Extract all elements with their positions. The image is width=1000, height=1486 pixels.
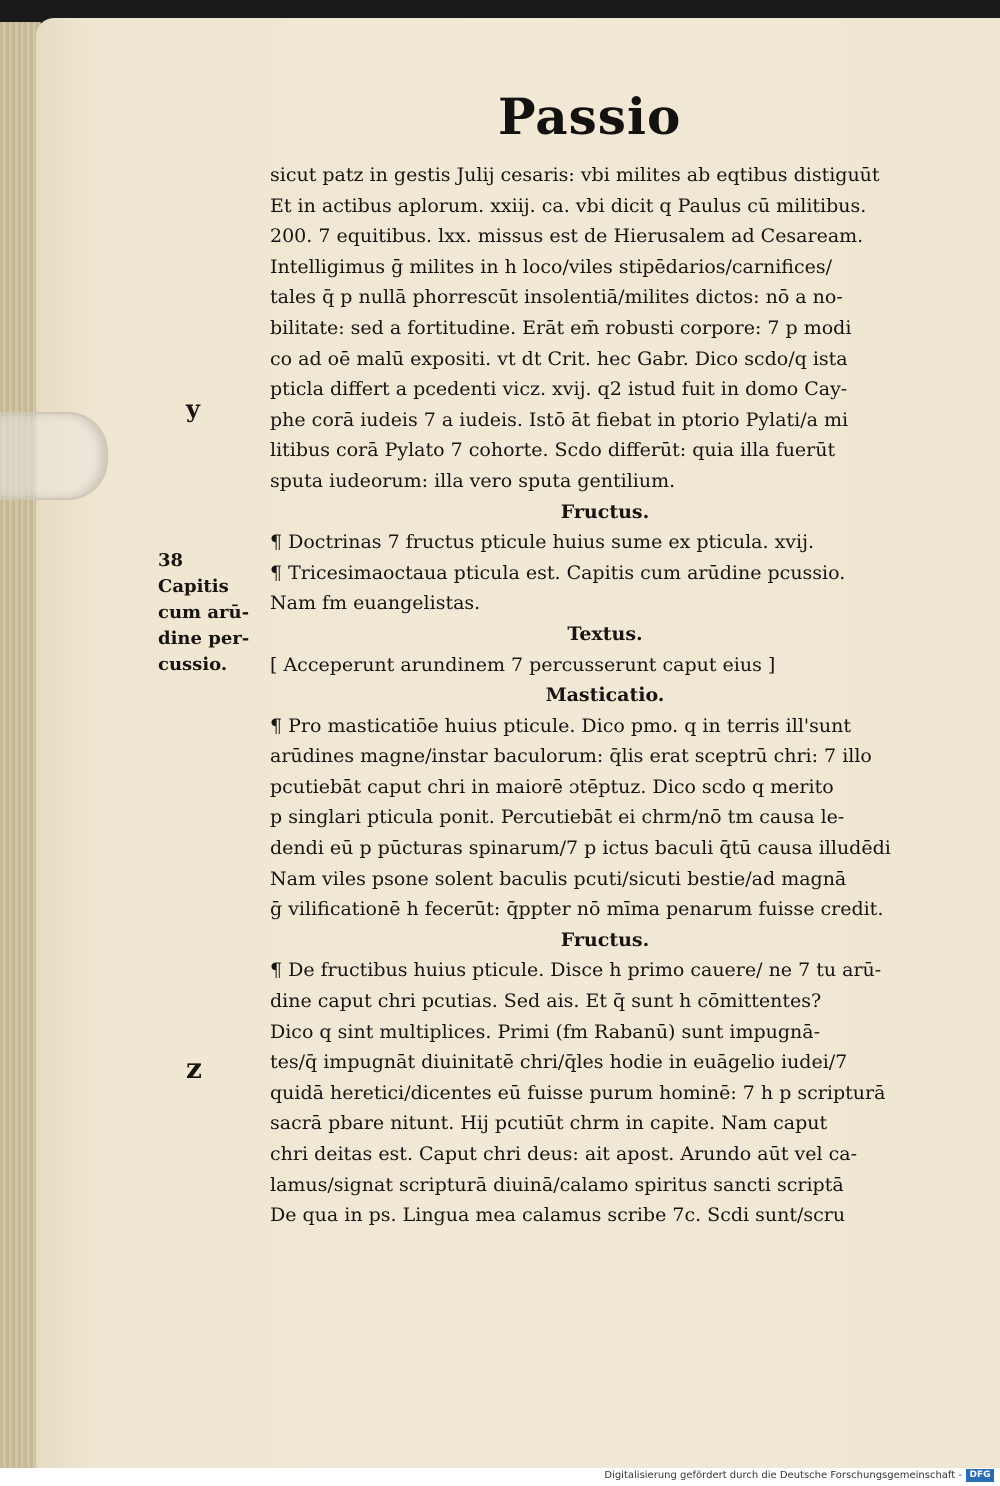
text-line: Nam fm euangelistas.	[270, 592, 481, 615]
text-line: bilitate: sed a fortitudine. Erāt em̄ robusti corpore: 7 p modi	[270, 316, 852, 339]
margin-note-line: 38	[158, 550, 184, 571]
text-line: Et in actibus aplorum. xxiij. ca. vbi dicit q Paulus cū militibus.	[270, 194, 867, 217]
margin-note-line: Capitis	[158, 576, 229, 597]
text-line: co ad oē malū expositi. vt dt Crit. hec Gabr. Dico scdo/q ista	[270, 347, 848, 370]
text-line: De qua in ps. Lingua mea calamus scribe 7c. Scdi sunt/scru	[270, 1204, 846, 1227]
text-line: Dico q sint multiplices. Primi (fm Rabanū) sunt impugnā-	[270, 1020, 821, 1043]
text-line: pticla differt a pcedenti vicz. xvij. q2 istud fuit in domo Cay-	[270, 378, 848, 401]
page-clip	[0, 412, 108, 500]
section-heading-masticatio: Masticatio.	[545, 684, 665, 707]
text-line: dendi eū p pūcturas spinarum/7 p ictus baculi q̄tū causa illudēdi	[270, 837, 891, 860]
text-line: ¶ De fructibus huius pticule. Disce h primo cauere/ ne 7 tu arū-	[270, 959, 882, 982]
text-line: tes/q̄ impugnāt diuinitatē chri/q̄les hodie in euāgelio iudei/7	[270, 1051, 848, 1074]
section-heading-fructus: Fructus.	[560, 928, 650, 951]
text-line: chri deitas est. Caput chri deus: ait apost. Arundo aūt vel ca-	[270, 1143, 857, 1165]
text-line: [ Acceperunt arundinem 7 percusserunt caput eius ]	[270, 653, 776, 676]
page-heading: Passio	[498, 87, 682, 146]
main-text-column	[270, 160, 940, 1231]
section-heading-fructus: Fructus.	[560, 500, 650, 523]
text-line: litibus corā Pylato 7 cohorte. Scdo differūt: quia illa fuerūt	[270, 439, 836, 462]
text-line: sacrā pbare nitunt. Hij pcutiūt chrm in capite. Nam caput	[270, 1112, 828, 1135]
text-line: tales q̄ p nullā phorrescūt insolentiā/milites dictos: nō a no-	[270, 286, 843, 309]
margin-note-line: cum arū-	[158, 602, 250, 623]
footer-credit: Digitalisierung gefördert durch die Deutsche Forschungsgemeinschaft -	[604, 1470, 962, 1481]
text-line: sicut patz in gestis Julij cesaris: vbi milites ab eqtibus distiguūt	[270, 164, 880, 186]
text-line: ḡ vilificationē h fecerūt: q̄ppter nō mīma penarum fuisse credit.	[270, 898, 884, 921]
text-line: pcutiebāt caput chri in maiorē ɔtēptuz. Dico scdo q merito	[270, 775, 834, 798]
margin-note-line: dine per-	[158, 628, 250, 649]
margin-note-line: cussio.	[158, 654, 228, 675]
section-heading-textus: Textus.	[567, 622, 643, 645]
text-line: p singlari pticula ponit. Percutiebāt ei chrm/nō tm causa le-	[270, 806, 845, 829]
text-line: sputa iudeorum: illa vero sputa gentilium.	[270, 469, 676, 492]
text-line: arūdines magne/instar baculorum: q̄lis erat sceptrū chri: 7 illo	[270, 745, 872, 768]
text-line: dine caput chri pcutias. Sed ais. Et q̄ sunt h cōmittentes?	[270, 990, 822, 1013]
text-line: phe corā iudeis 7 a iudeis. Istō āt fiebat in ptorio Pylati/a mi	[270, 408, 849, 431]
text-line: 200. 7 equitibus. lxx. missus est de Hierusalem ad Cesaream.	[270, 225, 864, 248]
margin-letter-y: y	[186, 394, 200, 423]
text-line: lamus/signat scripturā diuinā/calamo spiritus sancti scriptā	[270, 1173, 844, 1196]
page-edge-stack	[0, 22, 41, 1468]
text-line: Nam viles psone solent baculis pcuti/sicuti bestie/ad magnā	[270, 867, 847, 890]
text-line: ¶ Doctrinas 7 fructus pticule huius sume ex pticula. xvij.	[270, 531, 815, 554]
text-line: Intelligimus ḡ milites in h loco/viles stipēdarios/carnifices/	[270, 255, 832, 278]
text-line: ¶ Tricesimaoctaua pticula est. Capitis cum arūdine pcussio.	[270, 561, 846, 584]
margin-note	[158, 548, 268, 678]
margin-letter-z: z	[186, 1052, 202, 1085]
dfg-logo[interactable]: DFG	[966, 1469, 994, 1482]
text-line: quidā heretici/dicentes eū fuisse purum hominē: 7 h p scripturā	[270, 1081, 886, 1104]
text-line: ¶ Pro masticatiōe huius pticule. Dico pmo. q in terris ill'sunt	[270, 714, 851, 737]
